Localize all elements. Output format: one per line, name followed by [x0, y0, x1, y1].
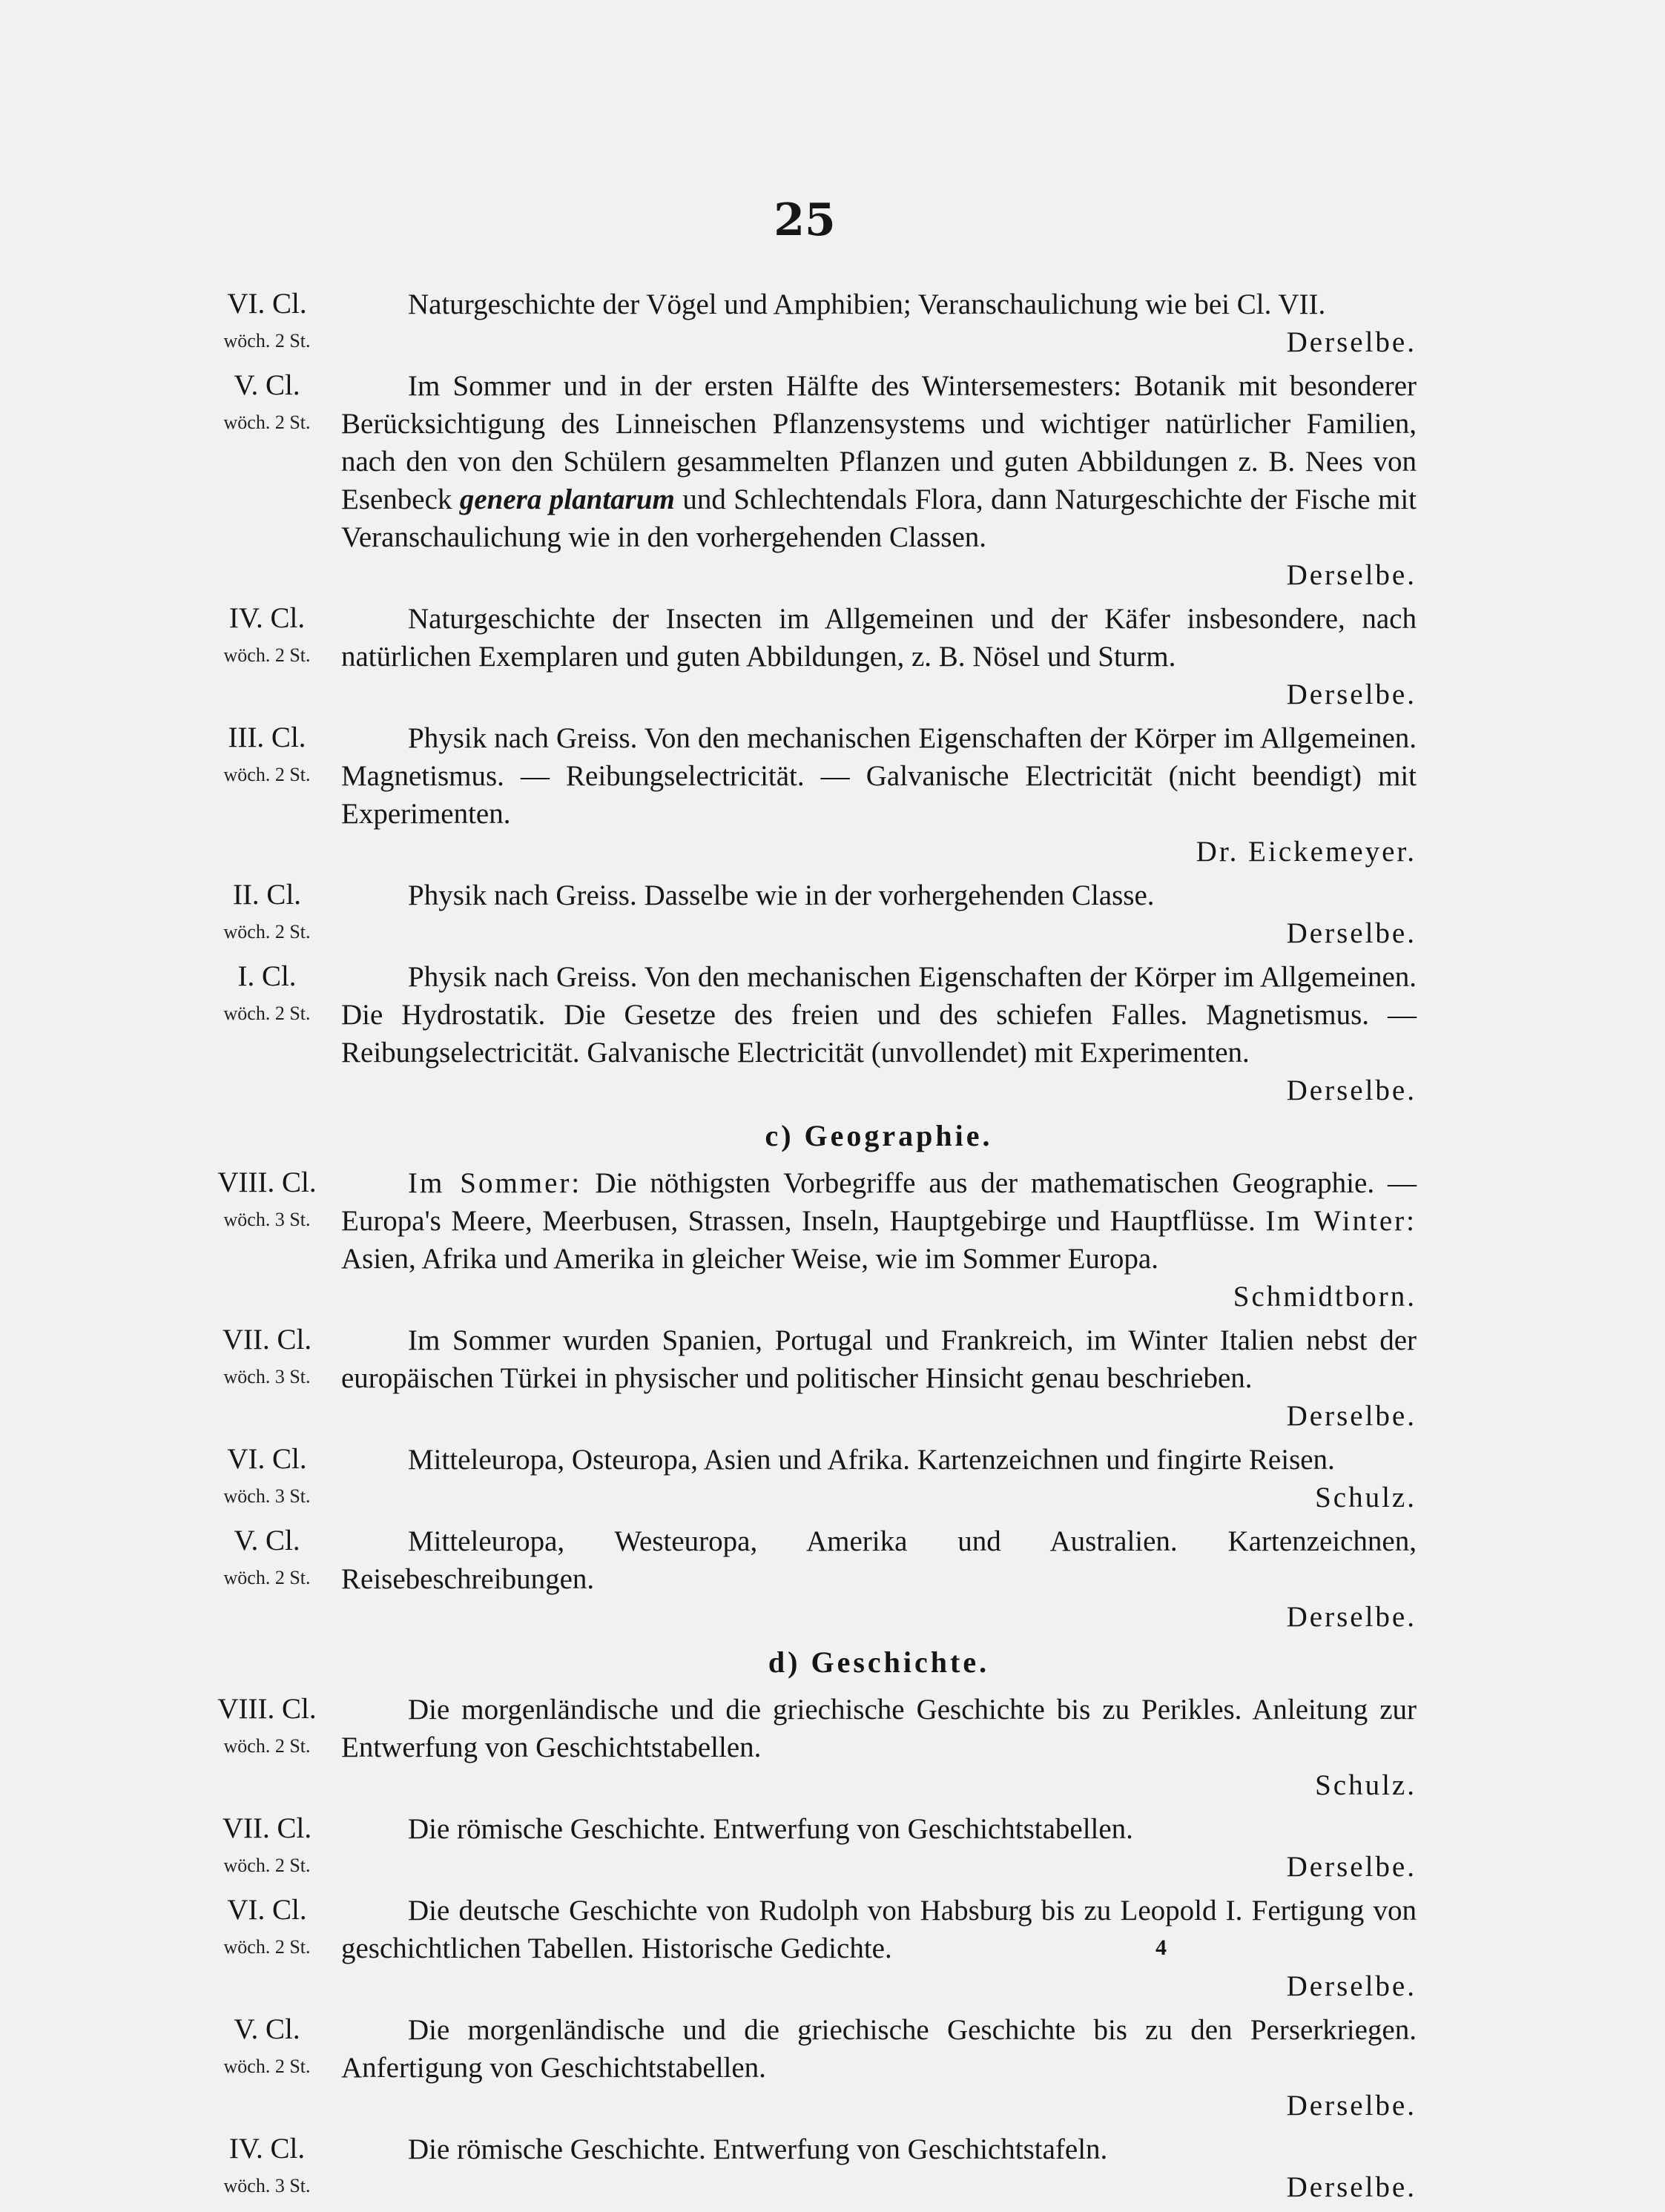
class-label: VIII. Cl. — [217, 1166, 317, 1198]
teacher-name: Derselbe. — [1286, 1601, 1417, 1633]
teacher-name: Derselbe. — [1286, 917, 1417, 949]
weekly-hours: wöch. 2 St. — [223, 1735, 311, 1757]
class-label: V. Cl. — [234, 1525, 300, 1556]
entry-text: Die nöthigsten Vorbegriffe aus der mathematischen Geographie. — Europa's Meere, Meerbusen, Strassen, Inseln, Hauptgebirge und Hauptflüsse. — [341, 1167, 1417, 1237]
entry-text: Physik nach Greiss. Von den mechanischen Eigenschaften der Körper im Allgemeinen. Die Hydrostatik. Die Gesetze des freien und des schiefen Falles. Magnetismus. — Reibungselectricität. Galvanische Electricität (unvollendet) mit Experimenten. — [341, 961, 1417, 1069]
teacher-name: Dr. Eickemeyer. — [1196, 836, 1417, 868]
entry-geography-vi — [193, 1441, 1417, 1516]
teacher-name: Derselbe. — [1286, 2171, 1417, 2203]
entry-natural-history-vi — [193, 285, 1417, 361]
teacher-name: Derselbe. — [1286, 1074, 1417, 1106]
class-label: VI. Cl. — [227, 1443, 307, 1475]
page-number: 25 — [774, 194, 836, 246]
weekly-hours: wöch. 3 St. — [223, 1485, 311, 1507]
entry-history-viii — [193, 1691, 1417, 1804]
class-label: I. Cl. — [237, 960, 297, 992]
weekly-hours: wöch. 2 St. — [223, 764, 311, 785]
season-summer: Im Sommer: — [408, 1167, 582, 1199]
entry-text: Mitteleuropa, Osteuropa, Asien und Afrika. Kartenzeichnen und fingirte Reisen. — [408, 1444, 1335, 1476]
weekly-hours: wöch. 3 St. — [223, 2175, 311, 2196]
weekly-hours: wöch. 2 St. — [223, 1936, 311, 1958]
weekly-hours: wöch. 2 St. — [223, 1567, 311, 1588]
entry-text: Physik nach Greiss. Von den mechanischen Eigenschaften der Körper im Allgemeinen. Magnetismus. — Reibungselectricität. — Galvanische Electricität (nicht beendigt) mit Experimenten. — [341, 722, 1417, 830]
entry-text: Physik nach Greiss. Dasselbe wie in der vorhergehenden Classe. — [408, 879, 1155, 911]
class-label: VII. Cl. — [222, 1324, 312, 1356]
teacher-name: Derselbe. — [1286, 1851, 1417, 1883]
class-label: VI. Cl. — [227, 288, 307, 320]
teacher-name: Derselbe. — [1286, 1400, 1417, 1432]
class-label: II. Cl. — [232, 879, 302, 911]
entry-history-iv — [193, 2130, 1417, 2206]
weekly-hours: wöch. 2 St. — [223, 2056, 311, 2077]
class-label: VI. Cl. — [227, 1894, 307, 1926]
sheet-signature-mark: 4 — [1155, 1935, 1167, 1960]
weekly-hours: wöch. 2 St. — [223, 412, 311, 433]
entry-geography-viii — [193, 1164, 1417, 1315]
weekly-hours: wöch. 3 St. — [223, 1366, 311, 1387]
teacher-name: Derselbe. — [1286, 1970, 1417, 2002]
weekly-hours: wöch. 2 St. — [223, 1855, 311, 1876]
entry-geography-vii — [193, 1321, 1417, 1435]
season-winter: Im Winter: — [1265, 1205, 1417, 1237]
entry-text-continued: Asien, Afrika und Amerika in gleicher Weise, wie im Sommer Europa. — [341, 1243, 1158, 1275]
entry-text: Naturgeschichte der Insecten im Allgemeinen und der Käfer insbesondere, nach natürlichen Exemplaren und guten Abbildungen, z. B. Nösel und Sturm. — [341, 603, 1417, 673]
latin-title: genera plantarum — [459, 483, 675, 515]
entry-text: Mitteleuropa, Westeuropa, Amerika und Australien. Kartenzeichnen, Reisebeschreibungen. — [341, 1525, 1417, 1595]
entry-text: Die morgenländische und die griechische Geschichte bis zu Perikles. Anleitung zur Entwerfung von Geschichtstabellen. — [341, 1694, 1417, 1763]
entry-text: Die römische Geschichte. Entwerfung von Geschichtstafeln. — [408, 2133, 1108, 2165]
teacher-name: Schulz. — [1315, 1482, 1417, 1513]
entry-text: Im Sommer wurden Spanien, Portugal und Frankreich, im Winter Italien nebst der europäischen Türkei in physischer und politischer Hinsicht genau beschrieben. — [341, 1324, 1417, 1394]
class-label: VIII. Cl. — [217, 1693, 317, 1725]
class-label: V. Cl. — [234, 2013, 300, 2045]
entry-history-v — [193, 2011, 1417, 2124]
teacher-name: Derselbe. — [1286, 2090, 1417, 2122]
entry-text-continued: und Schlechtendals Flora, dann Naturgeschichte der Fische mit Veranschaulichung wie in den vorhergehenden Classen. — [341, 483, 1417, 553]
page-content — [193, 285, 1417, 2212]
class-label: IV. Cl. — [228, 602, 306, 634]
class-label: VII. Cl. — [222, 1812, 312, 1844]
entry-history-vii — [193, 1810, 1417, 1886]
section-heading-geography: c) Geographie. — [765, 1119, 993, 1152]
section-heading-history: d) Geschichte. — [768, 1645, 990, 1679]
entry-geography-v — [193, 1522, 1417, 1636]
entry-text: Naturgeschichte der Vögel und Amphibien; Veranschaulichung wie bei Cl. VII. — [408, 288, 1326, 320]
weekly-hours: wöch. 2 St. — [223, 1003, 311, 1024]
entry-text: Die morgenländische und die griechische Geschichte bis zu den Perserkriegen. Anfertigung von Geschichtstabellen. — [341, 2014, 1417, 2084]
class-label: III. Cl. — [228, 722, 306, 753]
entry-physics-iii — [193, 719, 1417, 871]
entry-physics-ii — [193, 876, 1417, 952]
teacher-name: Derselbe. — [1286, 679, 1417, 710]
entry-text: Die römische Geschichte. Entwerfung von Geschichtstabellen. — [408, 1813, 1133, 1845]
teacher-name: Derselbe. — [1286, 559, 1417, 591]
entry-text: Im Sommer und in der ersten Hälfte des Wintersemesters: Botanik mit besonderer Berücksichtigung des Linneischen Pflanzensystems und wichtiger natürlicher Familien, nach den von den Schülern gesammelten Pflanzen und guten Abbildungen z. B. Nees von Esenbeck — [341, 370, 1417, 515]
weekly-hours: wöch. 2 St. — [223, 644, 311, 666]
class-label: V. Cl. — [234, 369, 300, 401]
teacher-name: Schmidtborn. — [1233, 1281, 1417, 1313]
entry-natural-history-iv — [193, 600, 1417, 713]
teacher-name: Schulz. — [1315, 1769, 1417, 1801]
entry-natural-history-v — [193, 367, 1417, 594]
entry-history-vi — [193, 1892, 1417, 2005]
weekly-hours: wöch. 2 St. — [223, 921, 311, 942]
teacher-name: Derselbe. — [1286, 326, 1417, 358]
class-label: IV. Cl. — [228, 2133, 306, 2165]
weekly-hours: wöch. 3 St. — [223, 1209, 311, 1230]
entry-text: Die deutsche Geschichte von Rudolph von Habsburg bis zu Leopold I. Fertigung von geschichtlichen Tabellen. Historische Gedichte. — [341, 1895, 1417, 1964]
entry-physics-i — [193, 958, 1417, 1109]
weekly-hours: wöch. 2 St. — [223, 330, 311, 351]
